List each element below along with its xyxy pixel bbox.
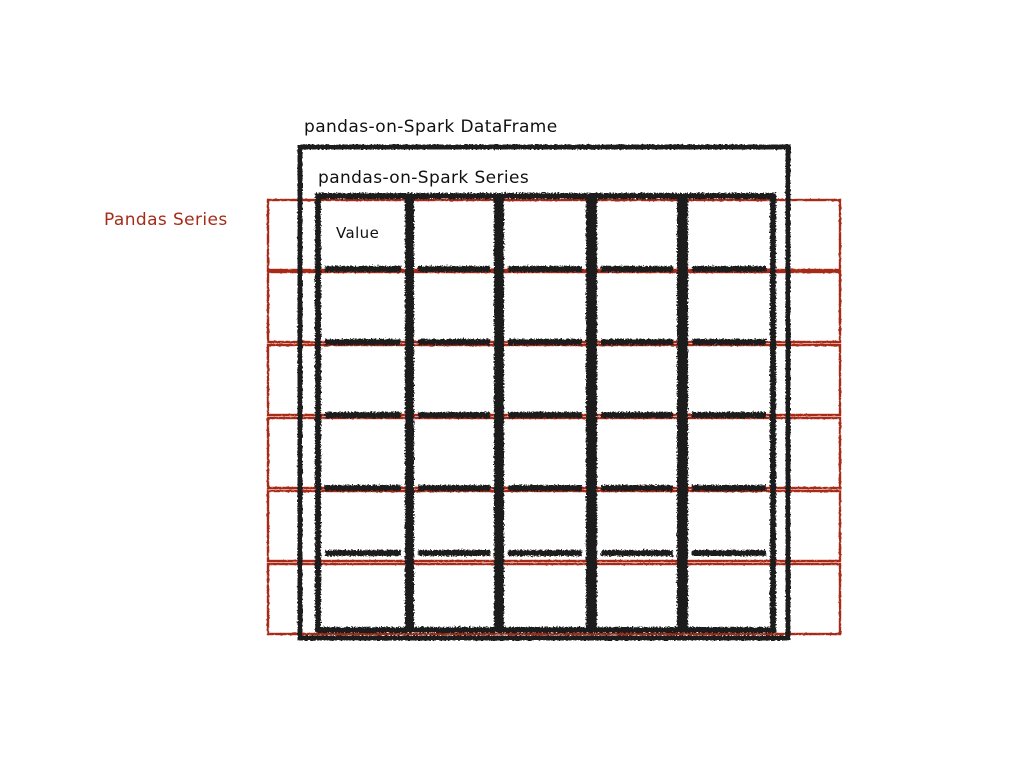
pandas-series-label: Pandas Series — [104, 210, 228, 230]
dataframe-label: pandas-on-Spark DataFrame — [304, 117, 558, 137]
value-cell-label: Value — [336, 224, 380, 242]
spark-series-label: pandas-on-Spark Series — [318, 168, 530, 188]
